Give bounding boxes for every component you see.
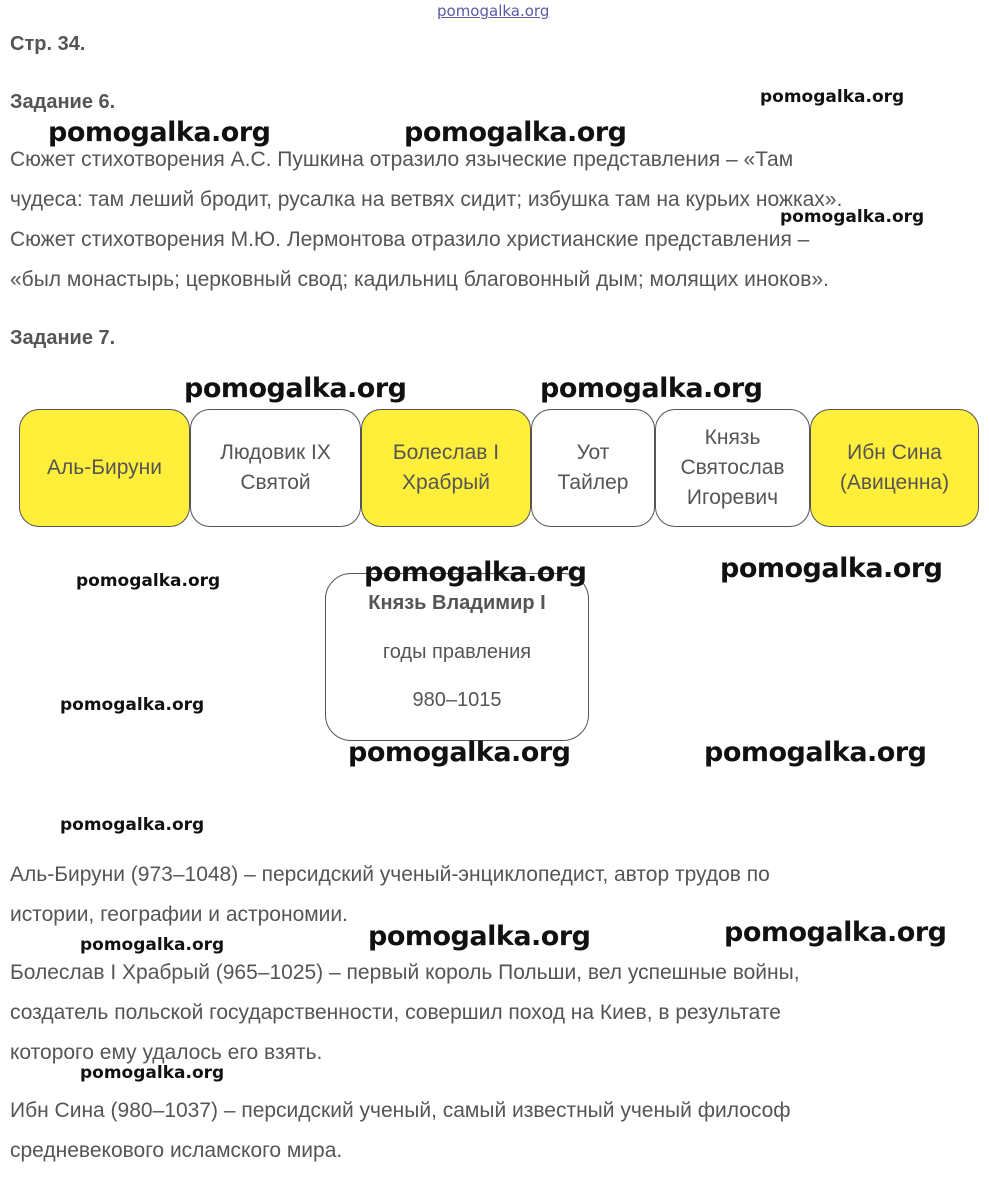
box-label: Аль-Бируни: [47, 456, 162, 479]
center-box-title: Князь Владимир I: [368, 592, 546, 614]
answer-line: Аль-Бируни (973–1048) – персидский ученый-энциклопедист, автор трудов по: [10, 863, 770, 886]
task6-line: Сюжет стихотворения М.Ю. Лермонтова отразило христианские представления –: [10, 228, 810, 251]
center-box-years: 980–1015: [412, 689, 502, 711]
answer-ibn-sina: [10, 1091, 791, 1171]
box-label: Святой: [240, 471, 311, 494]
task6-line: Сюжет стихотворения А.С. Пушкина отразило языческие представления – «Там: [10, 148, 794, 171]
box-ibn-sina: [810, 409, 979, 527]
watermark: pomogalka.org: [704, 737, 927, 768]
answer-line: средневекового исламского мира.: [10, 1139, 343, 1162]
task7-title: Задание 7.: [10, 327, 116, 349]
box-label: Князь: [704, 426, 761, 449]
answer-line: создатель польской государственности, совершил поход на Киев, в результате: [10, 1001, 781, 1024]
watermark: pomogalka.org: [780, 207, 925, 227]
watermark: pomogalka.org: [60, 695, 205, 715]
watermark: pomogalka.org: [80, 1063, 225, 1083]
answer-line: Ибн Сина (980–1037) – персидский ученый, самый известный ученый философ: [10, 1099, 791, 1122]
watermark: pomogalka.org: [60, 815, 205, 835]
watermark: pomogalka.org: [760, 87, 905, 107]
watermark: pomogalka.org: [368, 921, 591, 952]
page-label: Стр. 34.: [10, 33, 86, 55]
watermark: pomogalka.org: [48, 117, 271, 148]
watermark: pomogalka.org: [540, 373, 763, 404]
watermark: pomogalka.org: [404, 117, 627, 148]
box-label: Святослав: [680, 456, 785, 479]
center-box-subtitle: годы правления: [382, 641, 532, 663]
box-al-biruni: [19, 409, 190, 527]
box-label: (Авиценна): [839, 471, 950, 494]
watermark: pomogalka.org: [76, 571, 221, 591]
box-wat-tyler: [531, 409, 655, 527]
answer-line: истории, географии и астрономии.: [10, 903, 348, 926]
box-label: Игоревич: [686, 486, 779, 509]
task6-line: «был монастырь; церковный свод; кадильниц благовонный дым; молящих иноков».: [10, 268, 829, 291]
box-label: Уот: [576, 441, 610, 464]
answer-boleslaw: [10, 953, 800, 1073]
answer-line: Болеслав I Храбрый (965–1025) – первый король Польши, вел успешные войны,: [10, 961, 800, 984]
box-label: Болеслав I: [392, 441, 500, 464]
box-svyatoslav: [655, 409, 810, 527]
task6-line: чудеса: там леший бродит, русалка на ветвях сидит; избушка там на курьих ножках».: [10, 188, 843, 211]
box-boleslaw-i: [361, 409, 531, 527]
box-louis-ix: [190, 409, 361, 527]
center-box-vladimir: [325, 573, 589, 741]
watermark: pomogalka.org: [724, 917, 947, 948]
watermark: pomogalka.org: [80, 935, 225, 955]
watermark-top: pomogalka.org: [437, 2, 550, 20]
watermark: pomogalka.org: [364, 557, 587, 588]
watermark: pomogalka.org: [348, 737, 571, 768]
box-label: Ибн Сина: [847, 441, 942, 464]
box-label: Храбрый: [402, 471, 490, 494]
box-label: Людовик IX: [220, 441, 331, 464]
answer-line: которого ему удалось его взять.: [10, 1041, 323, 1064]
task6-text: [10, 140, 842, 300]
watermark: pomogalka.org: [720, 553, 943, 584]
task6-title: Задание 6.: [10, 91, 116, 113]
watermark: pomogalka.org: [184, 373, 407, 404]
box-label: Тайлер: [557, 471, 629, 494]
